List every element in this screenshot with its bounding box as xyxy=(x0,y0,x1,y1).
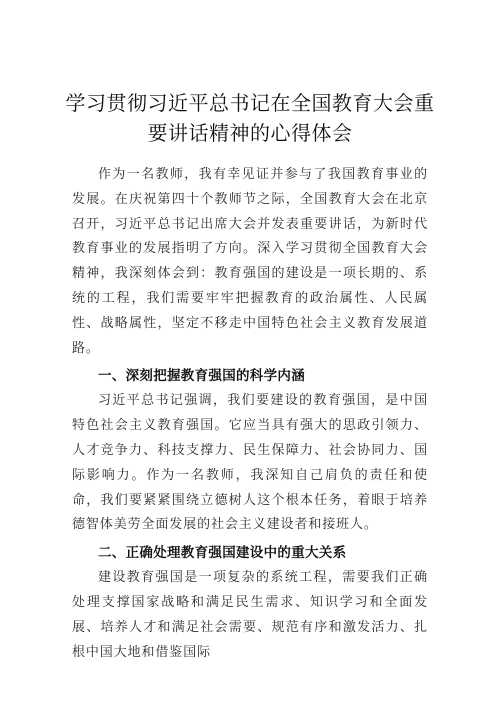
section-1-paragraph: 习近平总书记强调，我们要建设的教育强国，是中国特色社会主义教育强国。它应当具有强大的思政引领力、人才竞争力、科技支撑力、民生保障力、社会协同力、国际影响力。作为一名教师，我深知自己肩负的责任和使命，我们要紧紧围绕立德树人这个根本任务，着眼于培养德智体美劳全面发展的社会主义建设者和接班人。 xyxy=(72,393,428,533)
document-title xyxy=(40,88,460,148)
document-body xyxy=(72,163,428,665)
section-2-paragraph: 建设教育强国是一项复杂的系统工程，需要我们正确处理支撑国家战略和满足民生需求、知识学习和全面发展、培养人才和满足社会需要、规范有序和激发活力、扎根中国大地和借鉴国际 xyxy=(72,570,428,660)
title-line-2: 要讲话精神的心得体会 xyxy=(147,121,353,145)
section-2-heading: 二、正确处理教育强国建设中的重大关系 xyxy=(98,545,347,562)
title-line-1: 学习贯彻习近平总书记在全国教育大会重 xyxy=(65,91,435,115)
section-1-heading: 一、深刻把握教育强国的科学内涵 xyxy=(98,368,305,385)
intro-paragraph: 作为一名教师，我有幸见证并参与了我国教育事业的发展。在庆祝第四十个教师节之际，全国教育大会在北京召开，习近平总书记出席大会并发表重要讲话，为新时代教育事业的发展指明了方向。深入学习贯彻全国教育大会精神，我深刻体会到：教育强国的建设是一项长期的、系统的工程，我们需要牢牢把握教育的政治属性、人民属性、战略属性，坚定不移走中国特色社会主义教育发展道路。 xyxy=(72,167,428,356)
